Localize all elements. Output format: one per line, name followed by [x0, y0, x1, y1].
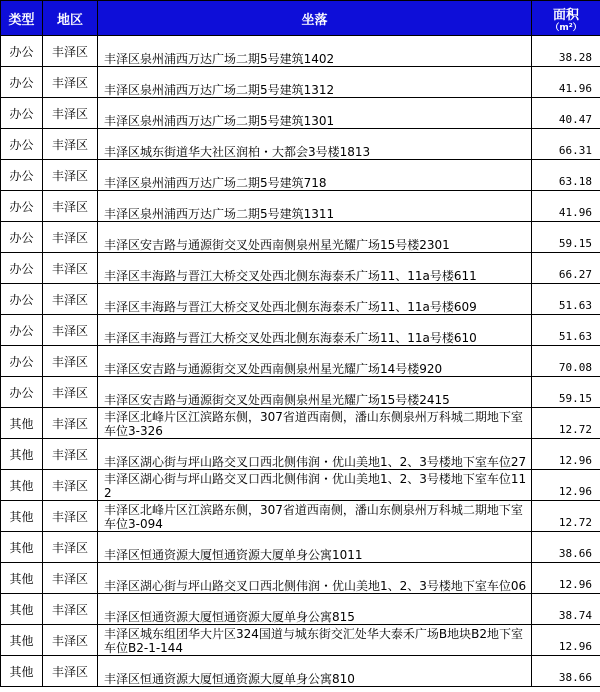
- table-row: [1, 253, 600, 284]
- type-cell: 其他: [1, 563, 43, 594]
- district-cell: 丰泽区: [43, 594, 98, 625]
- type-cell: 其他: [1, 532, 43, 563]
- header-type: 类型: [1, 1, 43, 36]
- type-cell: 办公: [1, 377, 43, 408]
- table-row: [1, 656, 600, 687]
- area-cell: 12.96: [532, 470, 600, 501]
- table-row: [1, 191, 600, 222]
- table-row: [1, 532, 600, 563]
- type-cell: 办公: [1, 67, 43, 98]
- district-cell: 丰泽区: [43, 470, 98, 501]
- district-cell: 丰泽区: [43, 501, 98, 532]
- type-cell: 其他: [1, 470, 43, 501]
- header-area-unit: （m²）: [550, 22, 582, 33]
- district-cell: 丰泽区: [43, 377, 98, 408]
- table-row: [1, 377, 600, 408]
- area-cell: 51.63: [532, 284, 600, 315]
- table-row: [1, 160, 600, 191]
- area-cell: 12.96: [532, 563, 600, 594]
- header-address: 坐落: [98, 1, 532, 36]
- address-cell: 丰泽区泉州浦西万达广场二期5号建筑1312: [98, 67, 532, 98]
- address-cell: 丰泽区泉州浦西万达广场二期5号建筑1311: [98, 191, 532, 222]
- type-cell: 办公: [1, 98, 43, 129]
- address-cell: 丰泽区恒通资源大厦恒通资源大厦单身公寓1011: [98, 532, 532, 563]
- district-cell: 丰泽区: [43, 98, 98, 129]
- header-area-label: 面积: [552, 7, 579, 23]
- address-cell: 丰泽区安吉路与通源街交叉处西南侧泉州星光耀广场14号楼920: [98, 346, 532, 377]
- type-cell: 其他: [1, 501, 43, 532]
- address-cell: 丰泽区湖心街与坪山路交叉口西北侧伟润・优山美地1、2、3号楼地下室车位06: [98, 563, 532, 594]
- address-cell: 丰泽区北峰片区江滨路东侧，307省道西南侧，潘山东侧泉州万科城二期地下室车位3-094: [98, 501, 532, 532]
- type-cell: 其他: [1, 408, 43, 439]
- type-cell: 办公: [1, 222, 43, 253]
- district-cell: 丰泽区: [43, 532, 98, 563]
- table-body: [1, 36, 600, 687]
- area-cell: 12.96: [532, 625, 600, 656]
- area-cell: 12.72: [532, 408, 600, 439]
- address-cell: 丰泽区丰海路与晋江大桥交叉处西北侧东海泰禾广场11、11a号楼609: [98, 284, 532, 315]
- type-cell: 办公: [1, 284, 43, 315]
- table-row: [1, 594, 600, 625]
- type-cell: 办公: [1, 36, 43, 67]
- header-district: 地区: [43, 1, 98, 36]
- address-cell: 丰泽区城东组团华大片区324国道与城东街交汇处华大泰禾广场B地块B2地下室车位B2-1-144: [98, 625, 532, 656]
- table-row: [1, 563, 600, 594]
- table-row: [1, 346, 600, 377]
- district-cell: 丰泽区: [43, 625, 98, 656]
- district-cell: 丰泽区: [43, 408, 98, 439]
- area-cell: 66.27: [532, 253, 600, 284]
- type-cell: 其他: [1, 439, 43, 470]
- district-cell: 丰泽区: [43, 36, 98, 67]
- header-area: [532, 1, 600, 36]
- table-header-row: [1, 1, 600, 36]
- type-cell: 办公: [1, 253, 43, 284]
- area-cell: 51.63: [532, 315, 600, 346]
- district-cell: 丰泽区: [43, 656, 98, 687]
- area-cell: 59.15: [532, 222, 600, 253]
- area-cell: 41.96: [532, 67, 600, 98]
- district-cell: 丰泽区: [43, 253, 98, 284]
- district-cell: 丰泽区: [43, 67, 98, 98]
- address-cell: 丰泽区湖心街与坪山路交叉口西北侧伟润・优山美地1、2、3号楼地下室车位112: [98, 470, 532, 501]
- table-row: [1, 284, 600, 315]
- area-cell: 38.66: [532, 532, 600, 563]
- table-row: [1, 98, 600, 129]
- table-row: [1, 222, 600, 253]
- type-cell: 办公: [1, 129, 43, 160]
- type-cell: 办公: [1, 160, 43, 191]
- table-row: [1, 625, 600, 656]
- district-cell: 丰泽区: [43, 563, 98, 594]
- area-cell: 66.31: [532, 129, 600, 160]
- district-cell: 丰泽区: [43, 346, 98, 377]
- area-cell: 41.96: [532, 191, 600, 222]
- district-cell: 丰泽区: [43, 160, 98, 191]
- area-cell: 40.47: [532, 98, 600, 129]
- area-cell: 12.72: [532, 501, 600, 532]
- address-cell: 丰泽区泉州浦西万达广场二期5号建筑1301: [98, 98, 532, 129]
- area-cell: 12.96: [532, 439, 600, 470]
- table-row: [1, 470, 600, 501]
- table-row: [1, 67, 600, 98]
- table-row: [1, 408, 600, 439]
- area-cell: 70.08: [532, 346, 600, 377]
- address-cell: 丰泽区安吉路与通源街交叉处西南侧泉州星光耀广场15号楼2301: [98, 222, 532, 253]
- area-cell: 38.66: [532, 656, 600, 687]
- type-cell: 其他: [1, 625, 43, 656]
- table-row: [1, 36, 600, 67]
- type-cell: 办公: [1, 315, 43, 346]
- district-cell: 丰泽区: [43, 315, 98, 346]
- address-cell: 丰泽区城东街道华大社区润柏・大都会3号楼1813: [98, 129, 532, 160]
- address-cell: 丰泽区湖心街与坪山路交叉口西北侧伟润・优山美地1、2、3号楼地下室车位27: [98, 439, 532, 470]
- table-row: [1, 501, 600, 532]
- address-cell: 丰泽区丰海路与晋江大桥交叉处西北侧东海泰禾广场11、11a号楼610: [98, 315, 532, 346]
- district-cell: 丰泽区: [43, 284, 98, 315]
- address-cell: 丰泽区恒通资源大厦恒通资源大厦单身公寓815: [98, 594, 532, 625]
- address-cell: 丰泽区北峰片区江滨路东侧，307省道西南侧，潘山东侧泉州万科城二期地下室车位3-326: [98, 408, 532, 439]
- type-cell: 办公: [1, 346, 43, 377]
- area-cell: 38.74: [532, 594, 600, 625]
- address-cell: 丰泽区安吉路与通源街交叉处西南侧泉州星光耀广场15号楼2415: [98, 377, 532, 408]
- area-cell: 59.15: [532, 377, 600, 408]
- table-row: [1, 129, 600, 160]
- area-cell: 38.28: [532, 36, 600, 67]
- district-cell: 丰泽区: [43, 222, 98, 253]
- type-cell: 其他: [1, 594, 43, 625]
- district-cell: 丰泽区: [43, 439, 98, 470]
- district-cell: 丰泽区: [43, 129, 98, 160]
- address-cell: 丰泽区泉州浦西万达广场二期5号建筑1402: [98, 36, 532, 67]
- type-cell: 其他: [1, 656, 43, 687]
- area-cell: 63.18: [532, 160, 600, 191]
- address-cell: 丰泽区泉州浦西万达广场二期5号建筑718: [98, 160, 532, 191]
- table-row: [1, 315, 600, 346]
- district-cell: 丰泽区: [43, 191, 98, 222]
- type-cell: 办公: [1, 191, 43, 222]
- address-cell: 丰泽区恒通资源大厦恒通资源大厦单身公寓810: [98, 656, 532, 687]
- table-row: [1, 439, 600, 470]
- address-cell: 丰泽区丰海路与晋江大桥交叉处西北侧东海泰禾广场11、11a号楼611: [98, 253, 532, 284]
